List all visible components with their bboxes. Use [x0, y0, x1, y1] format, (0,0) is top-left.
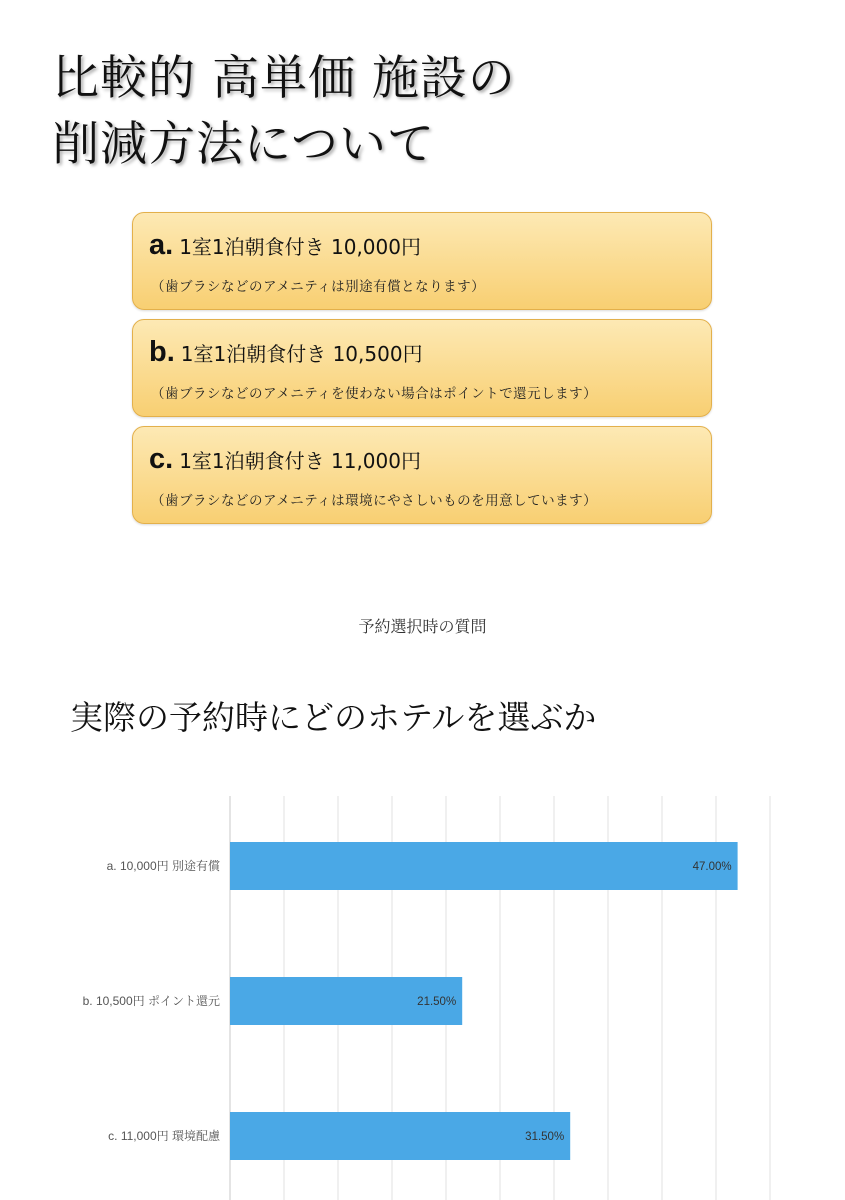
option-b-card [132, 319, 712, 417]
bar-0 [230, 842, 738, 890]
title-line-2: 削減方法について [52, 117, 436, 172]
option-c-text: 1室1泊朝食付き 11,000円 [179, 449, 421, 473]
option-b-note: （歯ブラシなどのアメニティを使わない場合はポイントで還元します） [151, 386, 598, 402]
option-a-card [132, 212, 712, 310]
option-c-note: （歯ブラシなどのアメニティは環境にやさしいものを用意しています） [151, 493, 598, 509]
option-b-text: 1室1泊朝食付き 10,500円 [180, 342, 423, 366]
title-line-1: 比較的 高単価 施設の [52, 51, 516, 106]
option-b-letter: b. [149, 336, 175, 368]
chart-title: 実際の予約時にどのホテルを選ぶか [70, 698, 597, 737]
bar-2 [230, 1112, 570, 1160]
section-subheading: 予約選択時の質問 [358, 617, 487, 636]
page-title [52, 46, 516, 178]
option-b-main [149, 336, 423, 369]
option-a-text: 1室1泊朝食付き 10,000円 [179, 235, 421, 259]
category-label-0: a. 10,000円 別途有償 [106, 859, 220, 873]
option-a-letter: a. [149, 229, 174, 261]
option-list [132, 212, 712, 533]
bar-chart [0, 780, 845, 1200]
value-label-2: 31.50% [525, 1131, 565, 1143]
option-c-card [132, 426, 712, 524]
category-label-2: c. 11,000円 環境配慮 [108, 1129, 220, 1143]
value-label-0: 47.00% [692, 861, 732, 873]
option-c-letter: c. [149, 443, 174, 475]
option-a-main [149, 229, 421, 262]
value-label-1: 21.50% [417, 996, 457, 1008]
category-label-1: b. 10,500円 ポイント還元 [82, 994, 220, 1008]
option-a-note: （歯ブラシなどのアメニティは別途有償となります） [151, 279, 486, 295]
option-c-main [149, 443, 421, 476]
